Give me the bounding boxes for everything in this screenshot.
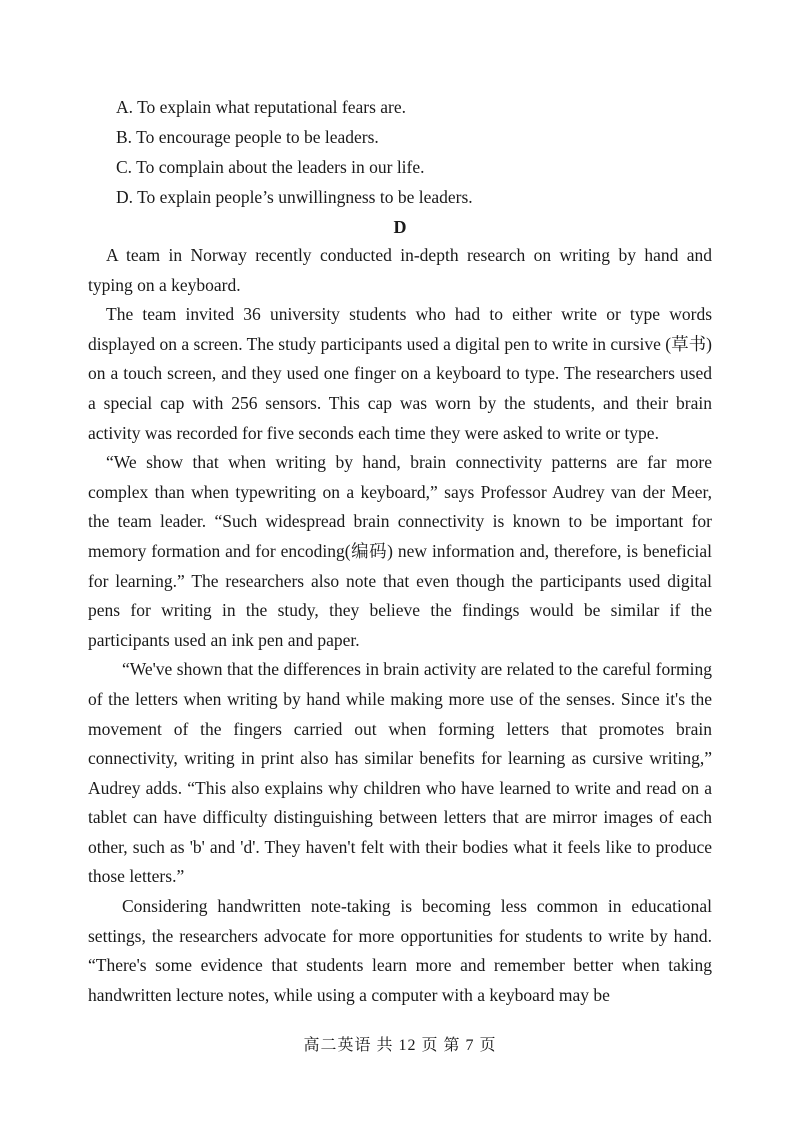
paragraph-4: “We've shown that the differences in brain activity are related to the careful forming of the letters when writing by hand while making more use of the senses. Since it's the movement of the fingers carried out when forming letters that promotes brain connectivity, writing in print also has similar benefits for learning as cursive writing,” Audrey adds. “This also explains why children who have learned to write and read on a tablet can have difficulty distinguishing between letters that are mirror images of each other, such as 'b' and 'd'. They haven't felt with their bodies what it feels like to produce those letters.”: [88, 659, 712, 887]
paragraph-5: Considering handwritten note-taking is becoming less common in educational settings, the researchers advocate for more opportunities for students to write by hand. “There's some evidence that students learn more and remember better when taking handwritten lecture notes, while using a computer with a keyboard may be: [88, 896, 712, 1005]
paragraph-3: “We show that when writing by hand, brain connectivity patterns are far more complex than when typewriting on a keyboard,” says Professor Audrey van der Meer, the team leader. “Such widespread brain connectivity is known to be important for memory formation and for encoding(编码) new information and, therefore, is beneficial for learning.” The researchers also note that even though the participants used digital pens for writing in the study, they believe the findings would be similar if the participants used an ink pen and paper.: [88, 452, 712, 650]
option-c: C. To complain about the leaders in our life.: [116, 157, 425, 177]
page-footer: 高二英语 共 12 页 第 7 页: [303, 1037, 497, 1054]
section-heading: D: [393, 217, 407, 237]
paragraph-2: The team invited 36 university students who had to either write or type words displayed on a screen. The study participants used a digital pen to write in cursive (草书) on a touch screen, and they used one finger on a keyboard to type. The researchers used a special cap with 256 sensors. This cap was worn by the students, and their brain activity was recorded for five seconds each time they were asked to write or type.: [88, 304, 712, 443]
answer-options: [116, 92, 716, 212]
option-a: A. To explain what reputational fears are.: [116, 97, 407, 117]
option-d: D. To explain people’s unwillingness to be leaders.: [116, 187, 473, 207]
option-b: B. To encourage people to be leaders.: [116, 127, 379, 147]
paragraph-1: A team in Norway recently conducted in-depth research on writing by hand and typing on a keyboard.: [88, 245, 712, 295]
passage-body: [88, 241, 712, 1010]
